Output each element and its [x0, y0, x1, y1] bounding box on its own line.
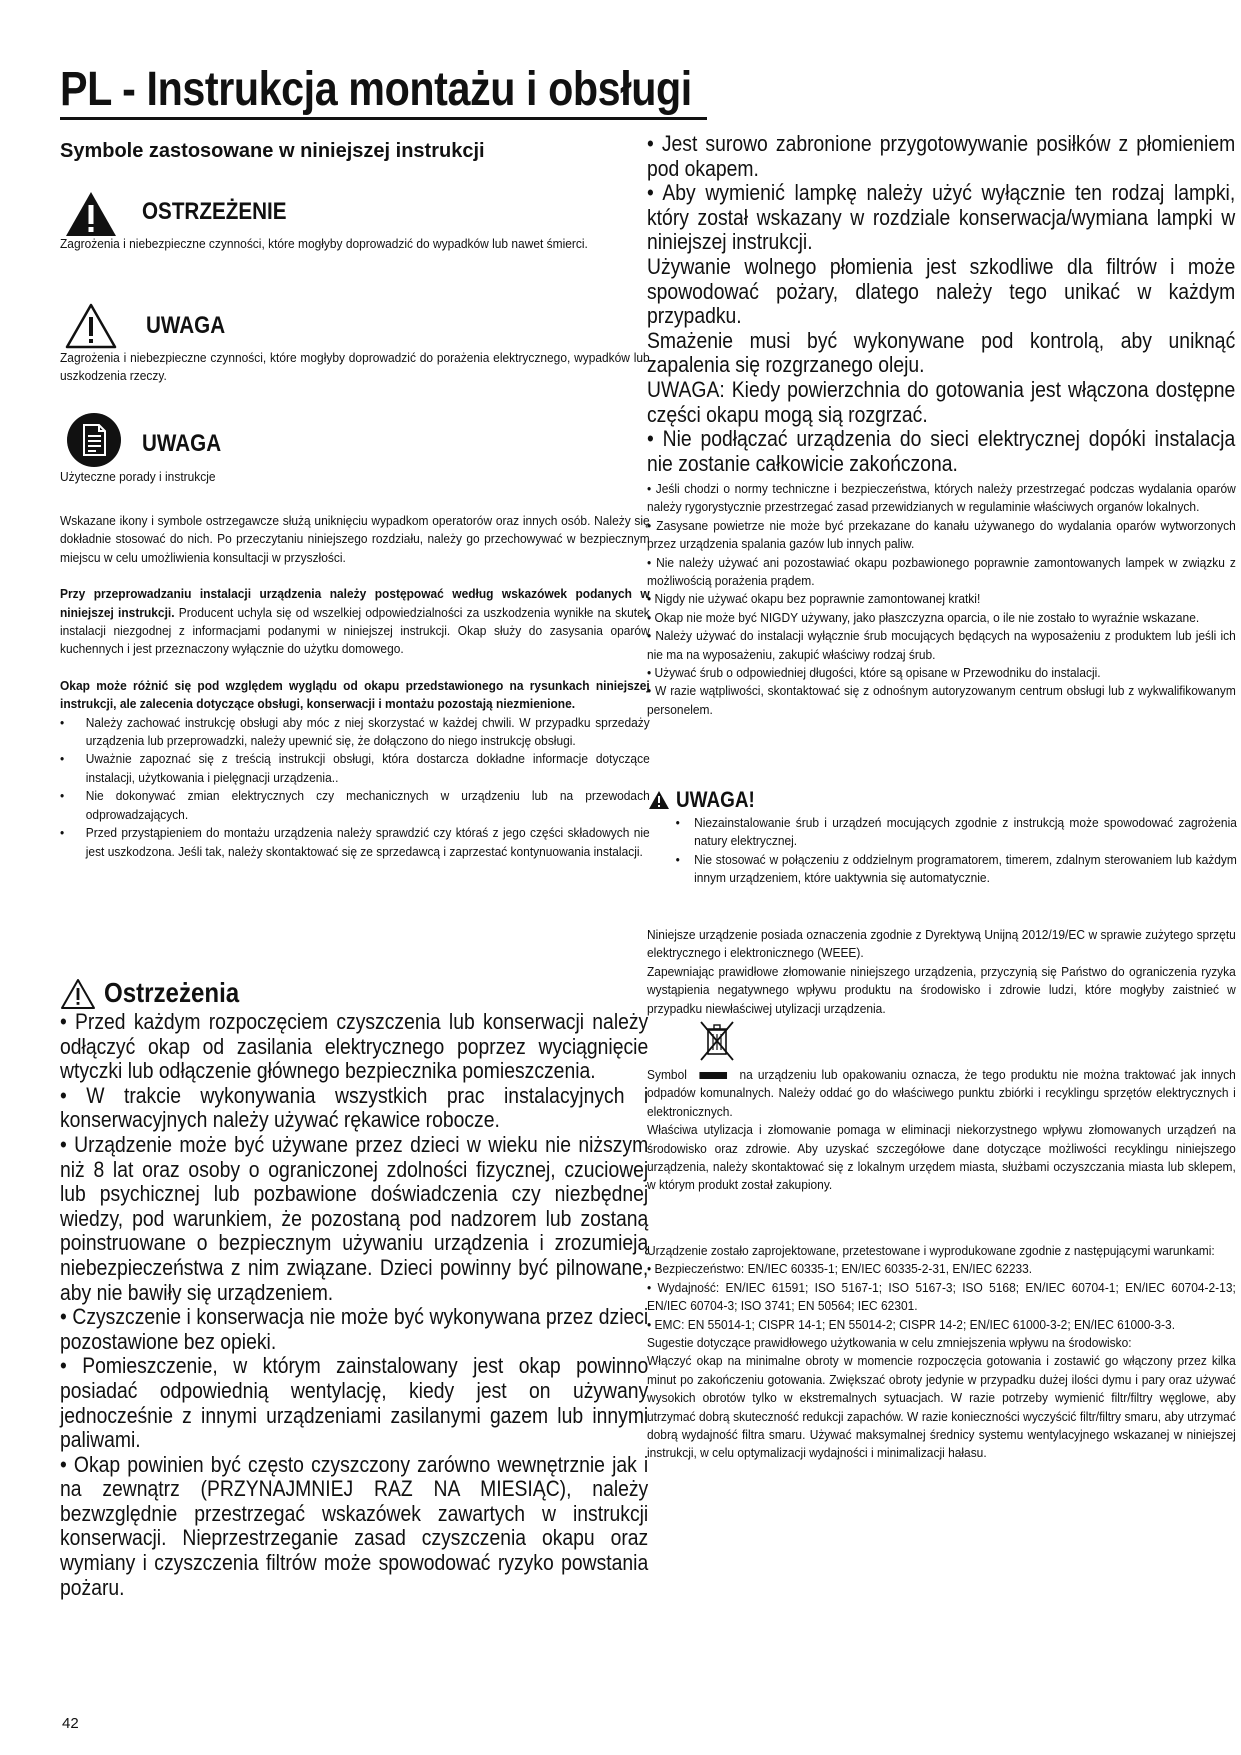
weee-text [647, 926, 1236, 1018]
symbols-heading: Symbole zastosowane w niniejszej instrukcji [60, 140, 485, 162]
warning-item: Używanie wolnego płomienia jest szkodliwe dla filtrów i może spowodować pożary, dlatego należy tego unikać w każdym przypadku. [647, 253, 1236, 329]
warning-item: UWAGA: Kiedy powierzchnia do gotowania jest włączona dostępne części okapu mogą sią rozgrzać. [647, 376, 1236, 427]
list-item: • Niezainstalowanie śrub i urządzeń mocujących zgodnie z instrukcją może spowodować zagrożenia natury elektrycznej. [672, 814, 1237, 851]
warning-item: • Nie podłączać urządzenia do sieci elektrycznej dopóki instalacja nie zostanie całkowicie zakończona. [647, 426, 1236, 476]
warning-item: • Urządzenie może być używane przez dzieci w wieku nie niższym niż 8 lat oraz osoby o ograniczonej zdolności fizycznej, czuciowej lub psychicznej lub pozbawione doświadczenia czy niezbędnej wiedzy, pod warunkiem, że pozostaną pod nadzorem lub zostaną poinstruowane o bezpiecznym używaniu urządzenia i zrozumieją niebezpieczeństwa z nim związane. Dzieci powinny być pilnowane, aby nie bawiły się urządzeniem. [60, 1131, 649, 1305]
warning-item: • Czyszczenie i konserwacja nie może być wykonywana przez dzieci pozostawione bez opieki. [60, 1304, 649, 1354]
warning-item: • Jeśli chodzi o normy techniczne i bezpieczeństwa, których należy przestrzegać podczas wydalania oparów należy rygorystycznie przestrzegać zasad przewidzianych w regulaminie właściwych organów lokalnych. [647, 481, 1236, 515]
right-warnings-large [647, 132, 1235, 476]
warning-triangle-filled-icon [64, 190, 118, 238]
warning-item: • Pomieszczenie, w którym zainstalowany jest okap powinno posiadać odpowiednią wentylację, kiedy jest on używany jednocześnie z innymi urządzeniami zasilanymi gazem lub innymi paliwami. [60, 1353, 649, 1453]
warning-item: • Nigdy nie używać okapu bez poprawnie zamontowanej kratki! [647, 591, 981, 607]
caution-heading: UWAGA [146, 312, 226, 339]
uwaga-list [672, 814, 1237, 888]
list-item: • Należy zachować instrukcję obsługi aby móc z niej skorzystać w każdej chwili. W przypadku sprzedaży urządzenia lub przeprowadzki, należy upewnić się, że dołączono do niego instrukcję obsługi. [60, 714, 650, 751]
warning-item: • Przed każdym rozpoczęciem czyszczenia lub konserwacji należy odłączyć okap od zasilania elektrycznego poprzez wyciągnięcie wtyczki lub odłączenie głównego bezpiecznika pomieszczenia. [60, 1009, 649, 1084]
page-number: 42 [62, 1715, 79, 1732]
standards-paragraph: Sugestie dotyczące prawidłowego użytkowania w celu zmniejszenia wpływu na środowisko: [647, 1335, 1132, 1351]
title-underline [60, 117, 707, 120]
warning-item: • W trakcie wykonywania wszystkich prac instalacyjnych i konserwacyjnych należy używać rękawice robocze. [60, 1082, 649, 1133]
installation-bold: Przy przeprowadzaniu instalacji urządzenia należy postępować według wskazówek podanych w niniejszej instrukcji. [60, 586, 650, 620]
intro-bullet-list [60, 714, 650, 861]
crossed-bin-icon [697, 1020, 737, 1064]
warnings-list [60, 1010, 648, 1600]
standards-paragraph: Włączyć okap na minimalne obroty w momencie rozpoczęcia gotowania i zostawić go włączony przez kilka minut po zakończeniu gotowania. Zwiększać obroty jedynie w przypadku dużej ilości dymu i pary oraz używać wysokich obrotów tylko w ekstremalnych sytuacjach. W razie potrzeby wymienić filtr/filtry węglowe, aby utrzymać dobrą skuteczność redukcji zapachów. W razie konieczności wyczyścić filtr/filtry smaru, aby utrzymać dobrą wydajność filtra smaru. Używać maksymalnej średnicy systemu wentylacyjnego wskazanej w niniejszej instrukcji, w celu optymalizacji wydajności i minimalizacji hałasu. [647, 1353, 1236, 1461]
warning-item: • Zasysane powietrze nie może być przekazane do kanału używanego do wydalania oparów wytworzonych przez urządzenia spalania gazów lub innych paliw. [647, 517, 1236, 552]
installation-rest: Producent uchyla się od wszelkiej odpowiedzialności za uszkodzenia wynikłe na skutek instalacji niezgodnej z informacjami podanymi w niniejszej instrukcji. Okap służy do zasysania oparów kuchennych i jest przeznaczony wyłącznie do użytku domowego. [60, 604, 650, 657]
warning-item: • Okap nie może być NIGDY używany, jako płaszczyzna oparcia, o ile nie zostało to wyraźnie wskazane. [647, 609, 1200, 625]
installation-paragraph [60, 585, 650, 659]
standards-paragraph: Urządzenie zostało zaprojektowane, przetestowane i wyprodukowane zgodnie z następującymi warunkami: [647, 1243, 1215, 1258]
warning-item: • Należy używać do instalacji wyłącznie śrub mocujących będących na wyposażeniu z produktem lub jeśli ich nie ma na wyposażeniu, zakupić właściwy rodzaj śrub. [647, 628, 1236, 662]
weee-paragraph: Zapewniając prawidłowe złomowanie niniejszego urządzenia, przyczynią się Państwo do ograniczenia ryzyka wystąpienia negatywnego wpływu produktu na środowisko i zdrowie ludzi, które mogłyby zaistnieć w przypadku niewłaściwej utylizacji urządzenia. [647, 963, 1236, 1016]
warning-triangle-outline-icon [64, 302, 118, 350]
warnings-heading: Ostrzeżenia [104, 977, 240, 1008]
weee-paragraph: Niniejsze urządzenie posiada oznaczenia zgodnie z Dyrektywą Unijną 2012/19/EC w sprawie zużytego sprzętu elektrycznego i elektronicznego (WEEE). [647, 927, 1236, 961]
warning-triangle-outline-icon [60, 978, 96, 1010]
list-item: • Uważnie zapoznać się z treścią instrukcji obsługi, która dostarcza dokładne informacje dotyczące instalacji, użytkowania i pielęgnacji urządzenia.. [60, 750, 650, 787]
warning-item: • W razie wątpliwości, skontaktować się z odnośnym autoryzowanym centrum obsługi lub z wykwalifikowanym personelem. [647, 683, 1236, 717]
weee-symbol-text: na urządzeniu lub opakowaniu oznacza, że tego produktu nie można traktować jak innych odpadów komunalnych. Należy oddać go do właściwego punktu zbiórki i recyklingu sprzętów elektrycznych i elektronicznych. [647, 1067, 1236, 1119]
warning-item: • Nie należy używać ani pozostawiać okapu pozbawionego poprawnie zamontowanych lampek w związku z możliwością porażenia prądem. [647, 554, 1236, 589]
intro-block [60, 512, 650, 861]
warning-item: • Jest surowo zabronione przygotowywanie posiłków z płomieniem pod okapem. [647, 131, 1236, 181]
black-bar-icon [699, 1072, 727, 1079]
list-item: • Przed przystąpieniem do montażu urządzenia należy sprawdzić czy któraś z jego części składowych nie jest uszkodzona. Jeśli tak, należy skontaktować się ze sprzedawcą i zaprzestać kontynuowania instalacji. [60, 824, 650, 861]
weee-paragraph: Właściwa utylizacja i złomowanie pomaga w eliminacji niekorzystnego wpływu złomowanych urządzeń na środowisko oraz zdrowie. Aby uzyskać szczegółowe dane dotyczące możliwości recyklingu niniejszego urządzenia, należy skontaktować się z lokalnym urzędem miasta, służbami oczyszczania miasta lub sklepem, w którym produkt został zakupiony. [647, 1122, 1236, 1193]
standards-paragraph: • EMC: EN 55014-1; CISPR 14-1; EN 55014-2; CISPR 14-2; EN/IEC 61000-3-2; EN/IEC 61000-3-3. [647, 1316, 1176, 1332]
right-warnings-small [647, 480, 1236, 719]
intro-paragraph: Wskazane ikony i symbole ostrzegawcze służą uniknięciu wypadkom operatorów oraz innych osób. Należy się dokładnie stosować do nich. Po przeczytaniu niniejszego rozdziału, należy go przechowywać w bezpiecznym miejscu w celu umożliwienia konsultacji w przyszłości. [60, 513, 650, 565]
standards-paragraph: • Wydajność: EN/IEC 61591; ISO 5167-1; ISO 5167-3; ISO 5168; EN/IEC 60704-1; EN/IEC 60704-2-13; EN/IEC 60704-3; ISO 3741; EN 50564; IEC 62301. [647, 1279, 1236, 1314]
warning-item: Smażenie musi być wykonywane pod kontrolą, aby uniknąć zapalenia się rozgrzanego oleju. [647, 327, 1236, 378]
page-title: PL - Instrukcja montażu i obsługi [60, 63, 692, 116]
list-item: • Nie dokonywać zmian elektrycznych czy mechanicznych w urządzeniu lub na przewodach odprowadzających. [60, 787, 650, 824]
info-text: Użyteczne porady i instrukcje [60, 469, 216, 484]
appearance-paragraph: Okap może różnić się pod względem wyglądu od okapu przedstawionego na rysunkach niniejszej instrukcji, ale zalecenia dotyczące obsługi, konserwacji i montażu pozostają niezmienione. [60, 677, 650, 712]
symbol-word: Symbol [647, 1067, 687, 1082]
warning-item: • Używać śrub o odpowiedniej długości, które są opisane w Przewodniku do instalacji. [647, 665, 1101, 681]
standards-block [647, 1242, 1236, 1463]
info-heading: UWAGA [142, 430, 222, 457]
warning-item: • Aby wymienić lampkę należy użyć wyłącznie ten rodzaj lampki, który został wskazany w rozdziale konserwacja/wymiana lampki w niniejszej instrukcji. [647, 180, 1236, 255]
warning-text: Zagrożenia i niebezpieczne czynności, które mogłyby doprowadzić do wypadków lub nawet śmierci. [60, 236, 588, 251]
standards-paragraph: • Bezpieczeństwo: EN/IEC 60335-1; EN/IEC 60335-2-31, EN/IEC 62233. [647, 1261, 1033, 1277]
uwaga-heading: UWAGA! [676, 787, 755, 812]
caution-text: Zagrożenia i niebezpieczne czynności, które mogłyby doprowadzić do porażenia elektrycznego, wypadków lub uszkodzenia rzeczy. [60, 350, 650, 384]
list-item: • Nie stosować w połączeniu z oddzielnym programatorem, timerem, zdalnym sterowaniem lub każdym innym urządzeniem, które uaktywnia się automatycznie. [672, 851, 1237, 888]
warning-item: • Okap powinien być często czyszczony zarówno wewnętrznie jak i na zewnątrz (PRZYNAJMNIEJ RAZ NA MIESIĄC), należy bezwzględnie przestrzegać wskazówek zawartych w instrukcji konserwacji. Nieprzestrzeganie zasad czyszczenia okapu oraz wymiany i czyszczenia filtrów może spowodować ryzyko powstania pożaru. [60, 1451, 649, 1600]
document-info-icon [66, 412, 122, 468]
weee-symbol-line [647, 1066, 1241, 1195]
warning-triangle-filled-icon [648, 790, 670, 810]
warning-heading: OSTRZEŻENIE [142, 198, 287, 225]
